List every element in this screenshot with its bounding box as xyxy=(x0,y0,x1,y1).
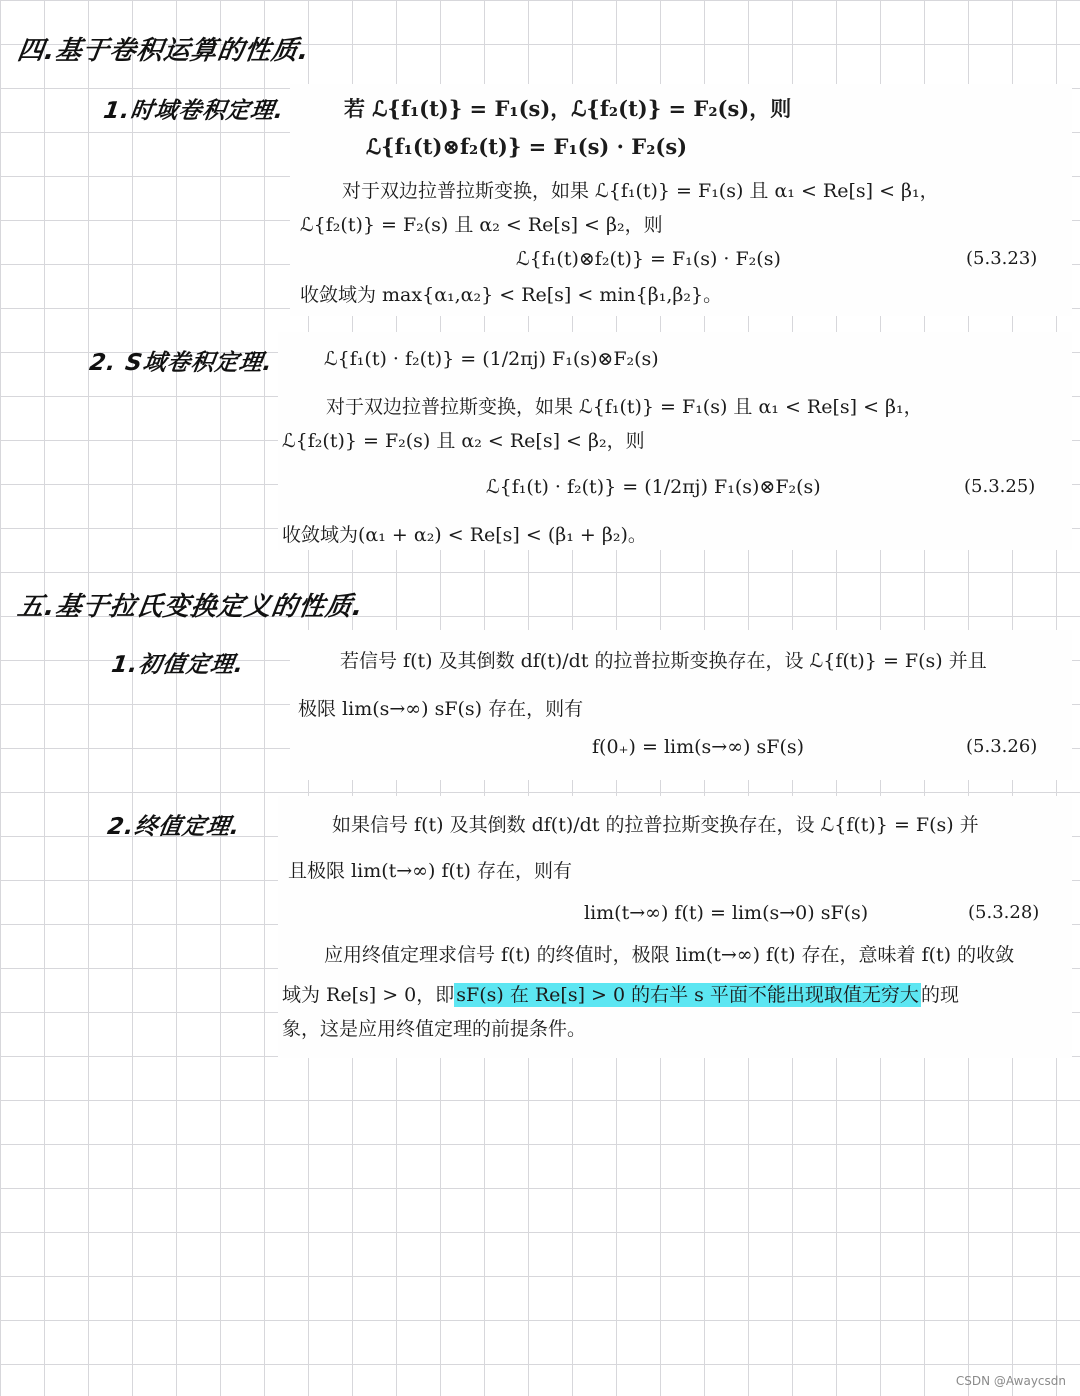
equation-number: (5.3.26) xyxy=(966,736,1038,757)
text-line: 对于双边拉普拉斯变换，如果 ℒ{f₁(t)} = F₁(s) 且 α₁ < Re[s] < β₁， xyxy=(342,180,939,202)
subsection-label-time-convolution: 1.时域卷积定理. xyxy=(101,98,286,124)
equation-number: (5.3.25) xyxy=(964,476,1036,497)
text-line xyxy=(282,982,959,1008)
scan-s-convolution xyxy=(278,332,1072,550)
text-line: 如果信号 f(t) 及其倒数 df(t)/dt 的拉普拉斯变换存在，设 ℒ{f(t)} = F(s) 并 xyxy=(332,814,979,836)
section-title-4: 四.基于卷积运算的性质. xyxy=(15,36,312,66)
text-span: 的现 xyxy=(920,984,959,1006)
equation-line: ℒ{f₁(t) · f₂(t)} = (1/2πj) F₁(s)⊗F₂(s) xyxy=(486,476,821,498)
text-line: 应用终值定理求信号 f(t) 的终值时，极限 lim(t→∞) f(t) 存在，意味着 f(t) 的收敛 xyxy=(324,944,1015,966)
equation-number: (5.3.28) xyxy=(968,902,1040,923)
text-line: ℒ{f₂(t)} = F₂(s) 且 α₂ < Re[s] < β₂，则 xyxy=(282,430,645,452)
equation-line: ℒ{f₁(t) · f₂(t)} = (1/2πj) F₁(s)⊗F₂(s) xyxy=(324,348,659,370)
equation-line: ℒ{f₁(t)⊗f₂(t)} = F₁(s) · F₂(s) xyxy=(366,134,688,159)
highlighted-text: sF(s) 在 Re[s] > 0 的右半 s 平面不能出现取值无穷大 xyxy=(456,984,919,1006)
equation-number: (5.3.23) xyxy=(966,248,1038,269)
subsection-label-s-convolution: 2. S域卷积定理. xyxy=(87,350,275,376)
text-span: 域为 Re[s] > 0，即 xyxy=(282,984,455,1006)
subsection-label-final-value: 2.终值定理. xyxy=(105,814,242,840)
section-title-5: 五.基于拉氏变换定义的性质. xyxy=(15,592,366,622)
text-line: 若信号 f(t) 及其倒数 df(t)/dt 的拉普拉斯变换存在，设 ℒ{f(t)} = F(s) 并且 xyxy=(340,650,987,672)
text-line: 对于双边拉普拉斯变换，如果 ℒ{f₁(t)} = F₁(s) 且 α₁ < Re[s] < β₁， xyxy=(326,396,923,418)
equation-line: ℒ{f₁(t)⊗f₂(t)} = F₁(s) · F₂(s) xyxy=(516,248,781,270)
text-line: 极限 lim(s→∞) sF(s) 存在，则有 xyxy=(298,698,584,720)
text-line: 收敛域为 max{α₁,α₂} < Re[s] < min{β₁,β₂}。 xyxy=(300,284,723,306)
equation-line: lim(t→∞) f(t) = lim(s→0) sF(s) xyxy=(584,902,869,924)
scan-time-convolution xyxy=(290,84,1072,316)
text-line: 若 ℒ{f₁(t)} = F₁(s)，ℒ{f₂(t)} = F₂(s)，则 xyxy=(344,96,792,121)
text-line: 象，这是应用终值定理的前提条件。 xyxy=(282,1018,587,1040)
equation-line: f(0₊) = lim(s→∞) sF(s) xyxy=(592,736,805,758)
text-line: 且极限 lim(t→∞) f(t) 存在，则有 xyxy=(288,860,572,882)
watermark: CSDN @Awaycsdn xyxy=(955,1374,1066,1388)
subsection-label-initial-value: 1.初值定理. xyxy=(109,652,246,678)
text-line: ℒ{f₂(t)} = F₂(s) 且 α₂ < Re[s] < β₂，则 xyxy=(300,214,663,236)
scan-initial-value xyxy=(290,630,1072,780)
scan-final-value xyxy=(278,796,1072,1058)
text-line: 收敛域为(α₁ + α₂) < Re[s] < (β₁ + β₂)。 xyxy=(282,524,647,546)
